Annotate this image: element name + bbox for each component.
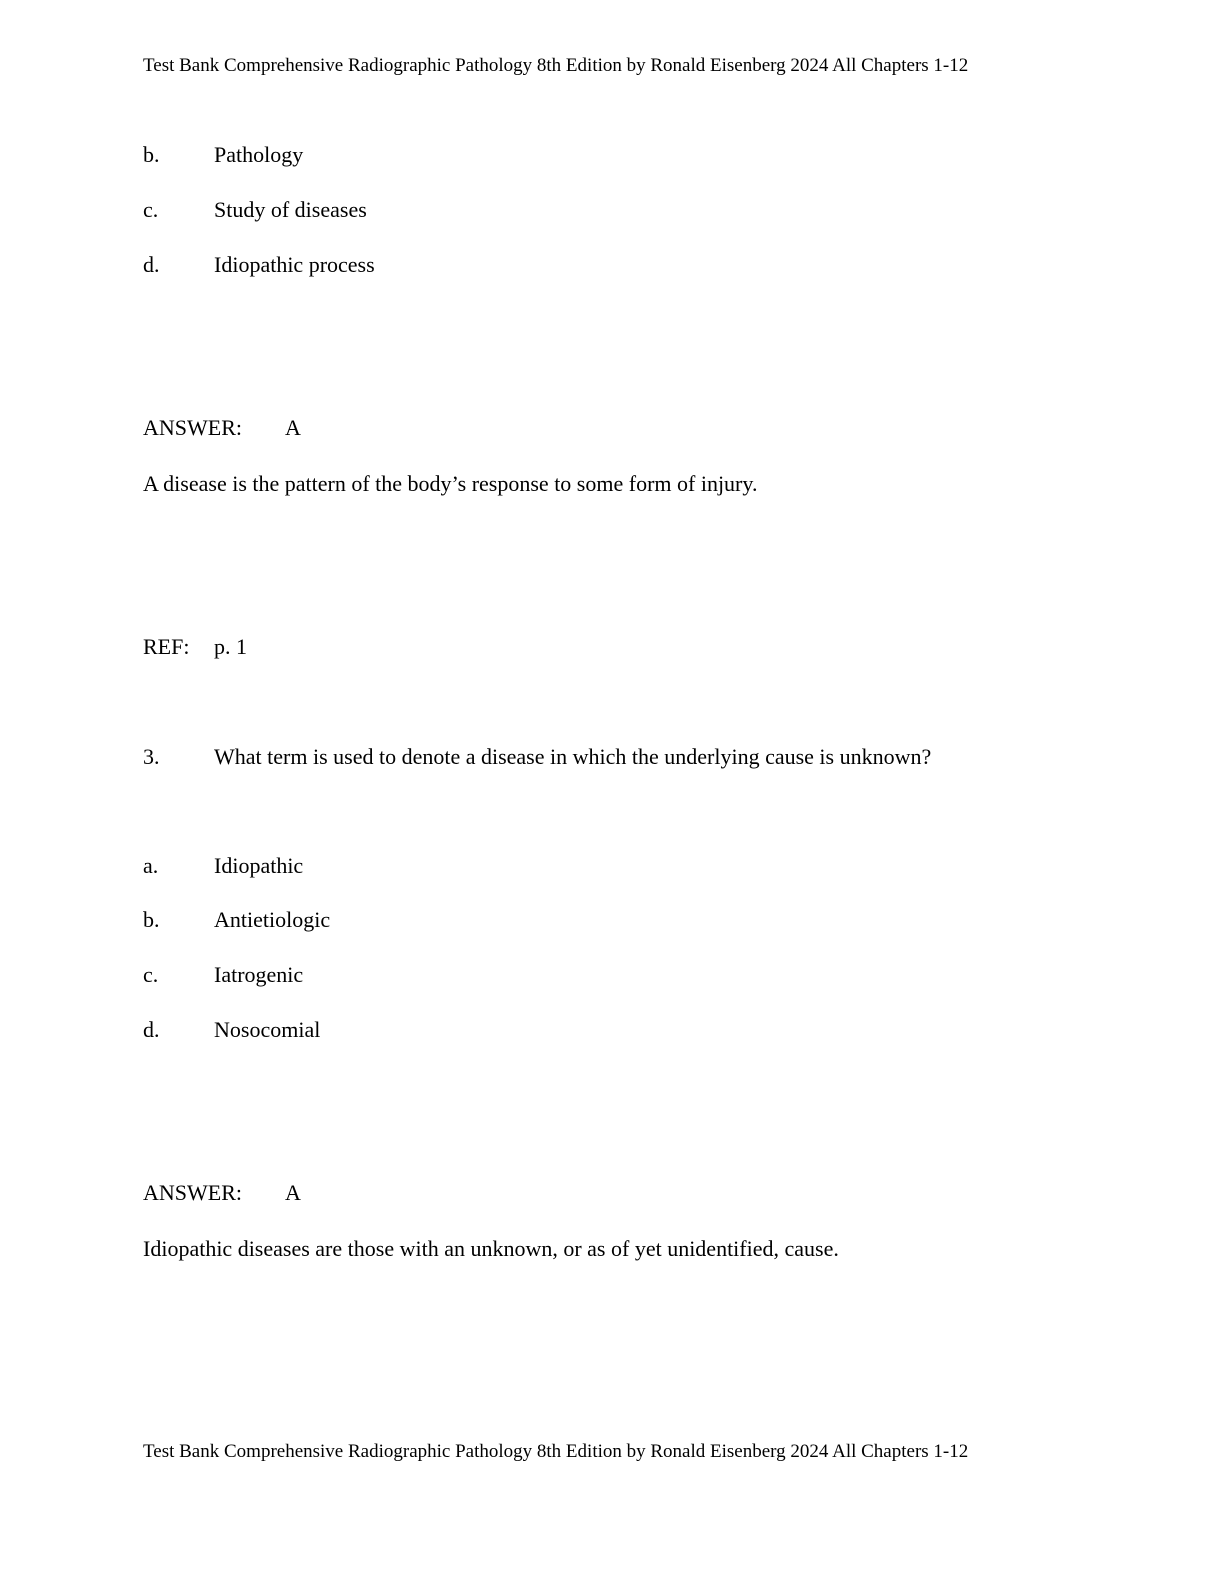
- q2-answer: [143, 415, 301, 441]
- answer-value: A: [285, 415, 301, 440]
- option-text: Antietiologic: [214, 907, 331, 932]
- q3-option-c: [143, 962, 303, 988]
- q3-option-b: [143, 907, 330, 933]
- q2-option-b: [143, 142, 303, 168]
- option-letter: b.: [143, 142, 160, 167]
- page-header: Test Bank Comprehensive Radiographic Pathology 8th Edition by Ronald Eisenberg 2024 All Chapters 1-12: [143, 55, 969, 76]
- option-text: Pathology: [214, 142, 304, 167]
- option-text: Idiopathic: [214, 853, 304, 878]
- option-letter: d.: [143, 1017, 160, 1042]
- q3-answer: [143, 1180, 301, 1206]
- option-letter: c.: [143, 197, 159, 222]
- option-text: Iatrogenic: [214, 962, 304, 987]
- option-letter: a.: [143, 853, 159, 878]
- question-number: 3.: [143, 744, 160, 769]
- q3-option-d: [143, 1017, 320, 1043]
- option-text: Idiopathic process: [214, 252, 375, 277]
- q3-question: [143, 744, 931, 770]
- q2-option-d: [143, 252, 375, 278]
- ref-label: REF:: [143, 634, 190, 659]
- answer-label: ANSWER:: [143, 1180, 242, 1205]
- q3-explanation: Idiopathic diseases are those with an unknown, or as of yet unidentified, cause.: [143, 1236, 839, 1261]
- option-letter: c.: [143, 962, 159, 987]
- q2-option-c: [143, 197, 367, 223]
- option-letter: b.: [143, 907, 160, 932]
- q3-option-a: [143, 853, 303, 879]
- ref-value: p. 1: [214, 634, 247, 659]
- answer-label: ANSWER:: [143, 415, 242, 440]
- question-text: What term is used to denote a disease in which the underlying cause is unknown?: [214, 744, 932, 769]
- option-letter: d.: [143, 252, 160, 277]
- option-text: Study of diseases: [214, 197, 367, 222]
- answer-value: A: [285, 1180, 301, 1205]
- page-footer: Test Bank Comprehensive Radiographic Pathology 8th Edition by Ronald Eisenberg 2024 All Chapters 1-12: [143, 1441, 969, 1462]
- q2-ref: [143, 634, 247, 660]
- q2-explanation: A disease is the pattern of the body’s response to some form of injury.: [143, 471, 758, 496]
- option-text: Nosocomial: [214, 1017, 321, 1042]
